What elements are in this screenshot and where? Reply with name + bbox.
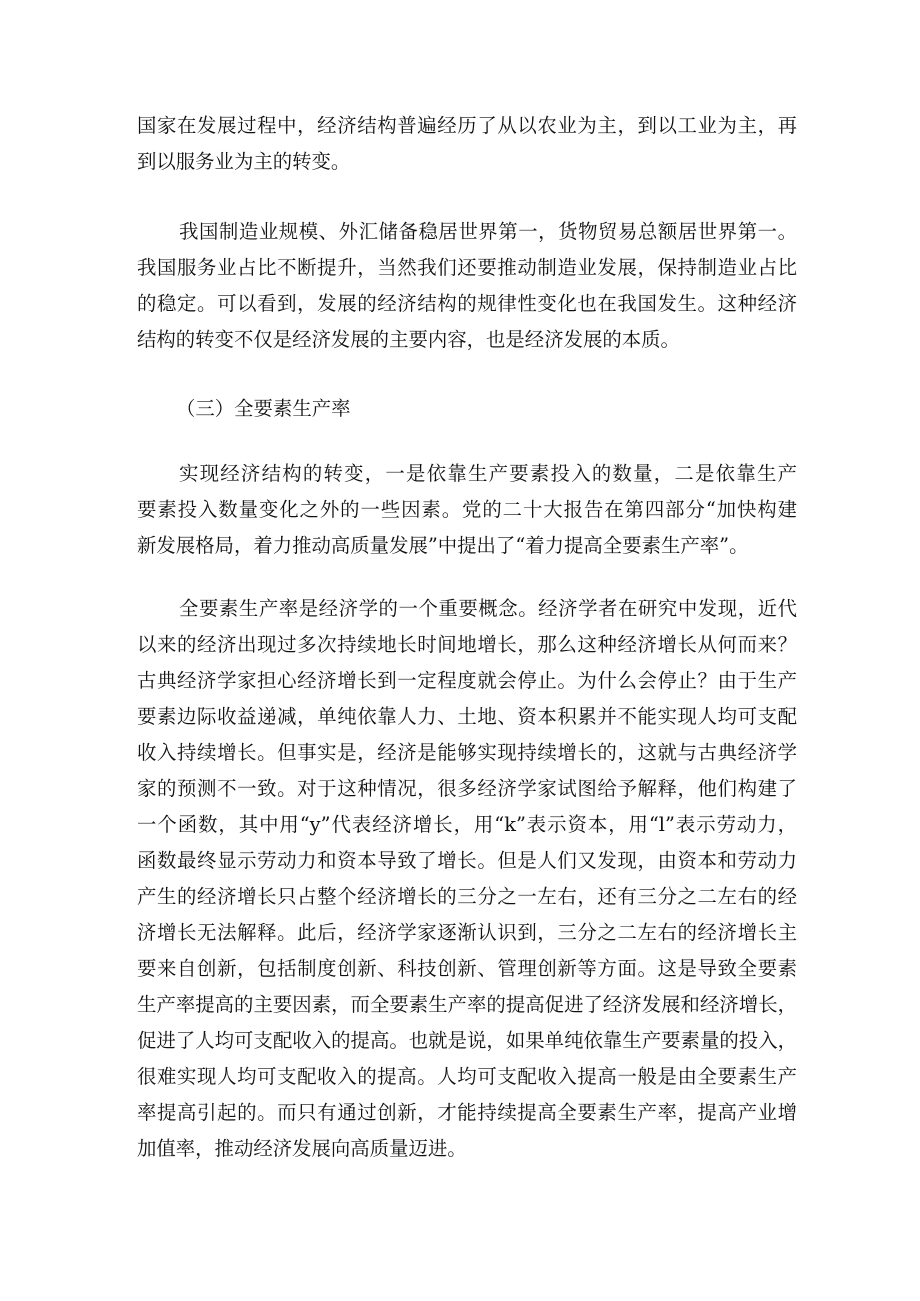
text-line: 全要素生产率是经济学的一个重要概念。经济学者在研究中发现，近代 bbox=[179, 597, 797, 620]
text-line: 古典经济学家担心经济增长到一定程度就会停止。为什么会停止？由于生产 bbox=[137, 669, 797, 692]
text-line: 加值率，推动经济发展向高质量迈进。 bbox=[137, 1137, 467, 1160]
text-line: 生产率提高的主要因素，而全要素生产率的提高促进了经济发展和经济增长， bbox=[137, 993, 797, 1016]
text-line: 要素边际收益递减，单纯依靠人力、土地、资本积累并不能实现人均可支配 bbox=[137, 705, 797, 728]
paragraph-total-factor-productivity bbox=[137, 591, 797, 1167]
text-line: 以来的经济出现过多次持续地长时间地增长，那么这种经济增长从何而来？ bbox=[137, 633, 797, 656]
text-line: 很难实现人均可支配收入的提高。人均可支配收入提高一般是由全要素生产 bbox=[137, 1065, 797, 1088]
text-line: 家的预测不一致。对于这种情况，很多经济学家试图给予解释，他们构建了 bbox=[137, 777, 797, 800]
paragraph-structural-change-factors bbox=[137, 456, 797, 564]
text-line: 实现经济结构的转变，一是依靠生产要素投入的数量，二是依靠生产 bbox=[179, 462, 797, 485]
paragraph-economic-structure-transition bbox=[137, 108, 797, 180]
text-line: 要素投入数量变化之外的一些因素。党的二十大报告在第四部分“加快构建 bbox=[137, 498, 797, 521]
text-line: 函数最终显示劳动力和资本导致了增长。但是人们又发现，由资本和劳动力 bbox=[137, 849, 797, 872]
text-line: 促进了人均可支配收入的提高。也就是说，如果单纯依靠生产要素量的投入， bbox=[137, 1029, 797, 1052]
text-line: 要来自创新，包括制度创新、科技创新、管理创新等方面。这是导致全要素 bbox=[137, 957, 797, 980]
text-line: 我国制造业规模、外汇储备稳居世界第一，货物贸易总额居世界第一。 bbox=[179, 220, 797, 243]
text-line: 国家在发展过程中，经济结构普遍经历了从以农业为主，到以工业为主，再 bbox=[137, 114, 797, 137]
section-heading: （三）全要素生产率 bbox=[176, 397, 351, 420]
text-line: 济增长无法解释。此后，经济学家逐渐认识到，三分之二左右的经济增长主 bbox=[137, 921, 797, 944]
text-line: 率提高引起的。而只有通过创新，才能持续提高全要素生产率，提高产业增 bbox=[137, 1101, 797, 1124]
text-line: 产生的经济增长只占整个经济增长的三分之一左右，还有三分之二左右的经 bbox=[137, 885, 797, 908]
text-line: 收入持续增长。但事实是，经济是能够实现持续增长的，这就与古典经济学 bbox=[137, 741, 797, 764]
text-line: 到以服务业为主的转变。 bbox=[137, 150, 351, 173]
text-line: 一个函数，其中用“y”代表经济增长，用“k”表示资本，用“l”表示劳动力， bbox=[137, 813, 797, 836]
paragraph-china-manufacturing bbox=[137, 214, 797, 358]
text-line: 我国服务业占比不断提升，当然我们还要推动制造业发展，保持制造业占比 bbox=[137, 256, 797, 279]
text-line: 结构的转变不仅是经济发展的主要内容，也是经济发展的本质。 bbox=[137, 328, 680, 351]
text-line: 新发展格局，着力推动高质量发展”中提出了“着力提高全要素生产率”。 bbox=[137, 534, 749, 557]
text-line: 的稳定。可以看到，发展的经济结构的规律性变化也在我国发生。这种经济 bbox=[137, 292, 797, 315]
